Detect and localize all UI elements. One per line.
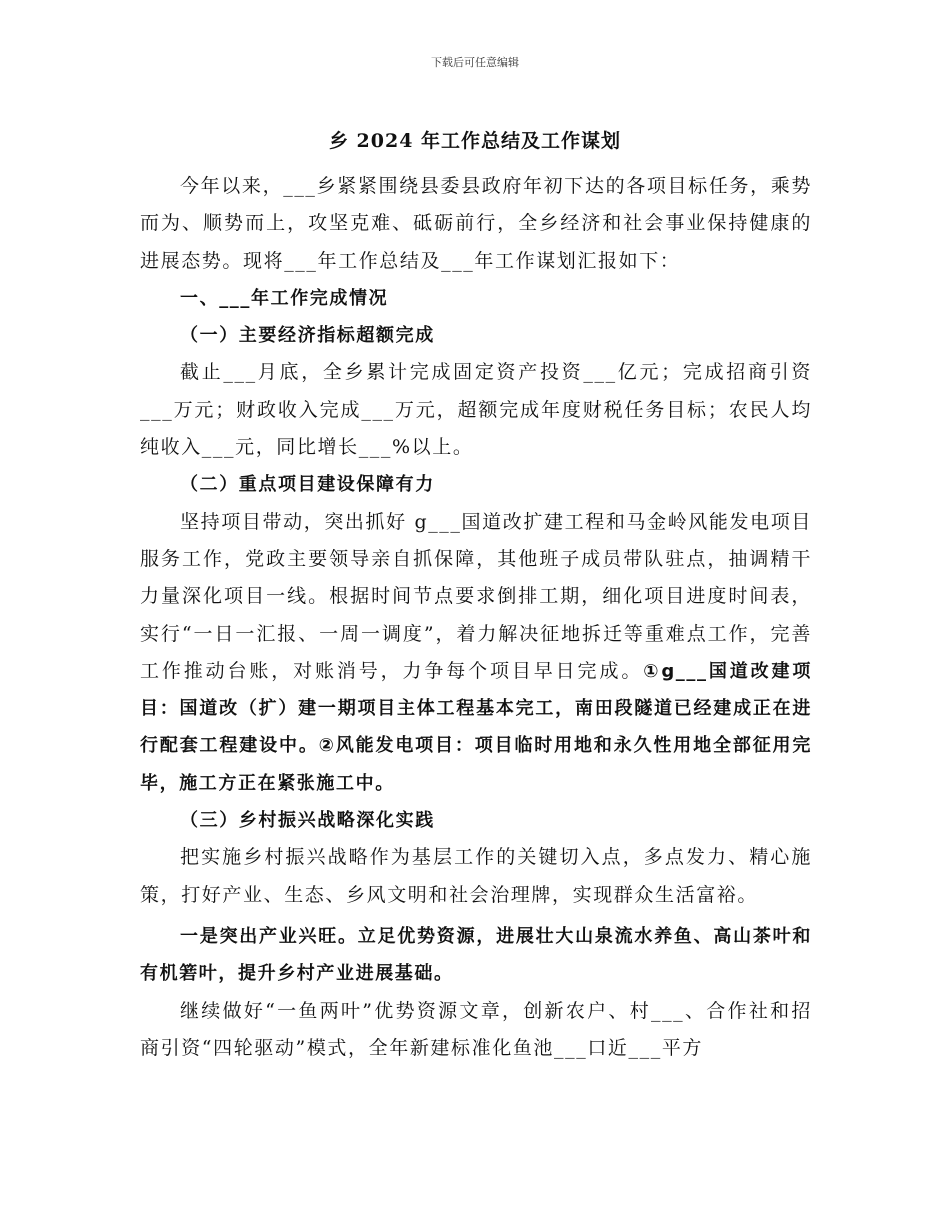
document-title: 乡 2024 年工作总结及工作谋划 [328, 130, 622, 152]
rural-revitalization-paragraph: 把实施乡村振兴战略作为基层工作的关键切入点，多点发力、精心施策，打好产业、生态、乡风文明和社会治理牌，实现群众生活富裕。 [140, 846, 812, 906]
subsection-heading-2: （二）重点项目建设保障有力 [180, 474, 435, 496]
key-projects-paragraph [140, 504, 812, 802]
section-heading-1: 一、___年工作完成情况 [180, 287, 389, 309]
subsection-heading-3: （三）乡村振兴战略深化实践 [180, 810, 435, 832]
subsection-heading-1: （一）主要经济指标超额完成 [180, 325, 435, 347]
industry-prosperity-paragraph: 一是突出产业兴旺。立足优势资源，进展壮大山泉流水养鱼、高山茶叶和有机箬叶，提升乡村产业进展基础。 [140, 925, 812, 985]
key-projects-text: 坚持项目带动，突出抓好 g___国道改扩建工程和马金岭风能发电项目服务工作，党政主要领导亲自抓保障，其他班子成员带队驻点，抽调精干力量深化项目一线。根据时间节点要求倒排工期，细化项目进度时间表，实行“一日一汇报、一周一调度”，着力解决征地拆迁等重难点工作，完善工作推动台账，对账消号，力争每个项目早日完成。 [140, 510, 812, 682]
intro-paragraph: 今年以来，___乡紧紧围绕县委县政府年初下达的各项目标任务，乘势而为、顺势而上，攻坚克难、砥砺前行，全乡经济和社会事业保持健康的进展态势。现将___年工作总结及___年工作谋划汇报如下： [140, 175, 812, 272]
document-body [140, 168, 812, 1067]
economic-indicators-paragraph: 截止___月底，全乡累计完成固定资产投资___亿元；完成招商引资___万元；财政收入完成___万元，超额完成年度财税任务目标；农民人均纯收入___元，同比增长___%以上。 [140, 361, 812, 459]
one-fish-two-leaves-paragraph: 继续做好“一鱼两叶”优势资源文章，创新农户、村___、合作社和招商引资“四轮驱动”模式，全年新建标准化鱼池___口近___平方 [140, 999, 812, 1059]
key-projects-bold-text: ①g___国道改建项目：国道改（扩）建一期项目主体工程基本完工，南田段隧道已经建成正在进行配套工程建设中。②风能发电项目：项目临时用地和永久性用地全部征用完毕，施工方正在紧张施工中。 [140, 660, 812, 794]
header-note: 下载后可任意编辑 [431, 56, 519, 69]
